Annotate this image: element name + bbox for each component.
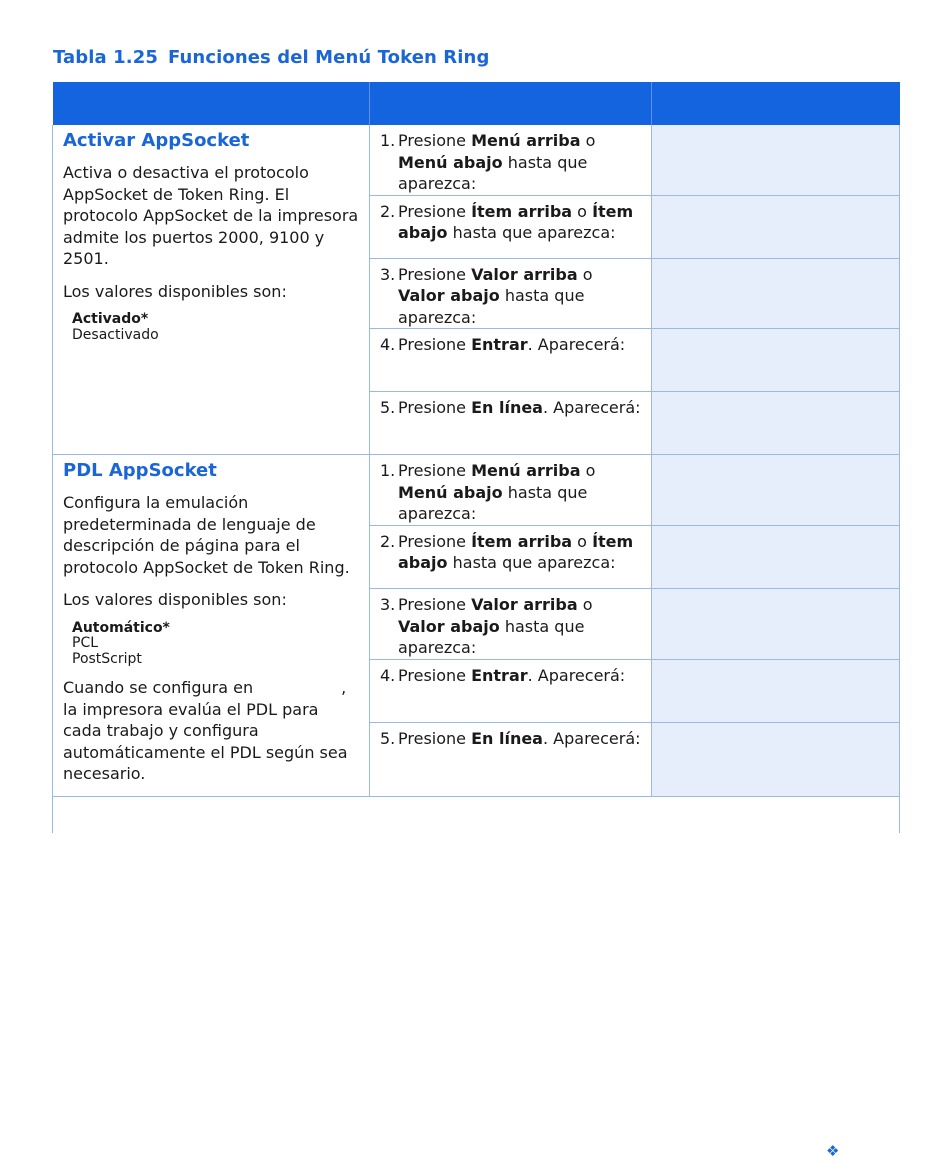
value-item: PostScript [72,650,142,667]
function-description-pdl [53,455,370,797]
display-cell [652,659,900,722]
value-item: PCL [72,635,99,651]
empty-cell [370,796,652,833]
description-text: Configura la emulación predeterminada de lenguaje de descripción de página para el protocolo AppSocket de Token Ring. [63,493,350,577]
value-item-default: Automático* [72,619,170,636]
step-text: Presione Entrar. Aparecerá: [398,335,626,354]
step-text: Presione Valor arriba o Valor abajo hasta que aparezca: [398,264,593,327]
step-text: Presione Ítem arriba o Ítem abajo hasta que aparezca: [398,201,634,242]
diamond-ornament-icon: ❖ [826,1142,840,1160]
step-5: 5. Presione En línea. Aparecerá: [370,723,652,796]
table-header-row [53,82,900,125]
table-row [53,125,900,195]
display-cell [652,455,900,526]
values-list [72,621,359,668]
values-intro: Los valores disponibles son: [63,590,287,609]
step-2: 2. Presione Ítem arriba o Ítem abajo hasta que aparezca: [370,195,652,258]
table-number: Tabla 1.25 [53,47,158,68]
step-2: 2. Presione Ítem arriba o Ítem abajo hasta que aparezca: [370,525,652,588]
value-item: Desactivado [72,326,159,343]
step-text: Presione Valor arriba o Valor abajo hasta que aparezca: [398,595,593,658]
empty-cell [53,796,370,833]
token-ring-functions-table [52,82,900,833]
step-text: Presione Ítem arriba o Ítem abajo hasta que aparezca: [398,531,634,573]
display-cell [652,392,900,455]
value-item-default: Activado* [72,311,149,327]
step-3: 3. Presione Valor arriba o Valor abajo hasta que aparezca: [370,589,652,660]
values-intro: Los valores disponibles son: [63,281,287,301]
step-4: 4. Presione Entrar. Aparecerá: [370,659,652,722]
function-title: Activar AppSocket [63,130,250,151]
display-cell [652,723,900,796]
step-text: Presione En línea. Aparecerá: [398,398,641,417]
table-caption [53,47,489,68]
function-description-activar [53,125,370,455]
display-cell [652,329,900,392]
step-4: 4. Presione Entrar. Aparecerá: [370,329,652,392]
note-text: Cuando se configura en , la impresora evalúa el PDL para cada trabajo y configura automáticamente el PDL según sea necesario. [63,678,348,783]
display-cell [652,525,900,588]
step-text: Presione Menú arriba o Menú abajo hasta que aparezca: [398,461,596,523]
step-text: Presione En línea. Aparecerá: [398,729,641,749]
step-5: 5. Presione En línea. Aparecerá: [370,392,652,455]
step-text: Presione Entrar. Aparecerá: [398,665,626,685]
description-text: Activa o desactiva el protocolo AppSocket de Token Ring. El protocolo AppSocket de la impresora admite los puertos 2000, 9100 y 2501. [63,163,359,268]
display-cell [652,589,900,660]
function-title: PDL AppSocket [63,460,217,481]
table-row [53,455,900,526]
table-row-empty [53,796,900,833]
display-cell [652,195,900,258]
display-cell [652,258,900,329]
values-list [72,312,359,343]
header-cell-3 [652,82,900,125]
table-title: Funciones del Menú Token Ring [167,47,490,68]
display-cell [652,125,900,195]
step-1 [370,125,652,195]
step-3: 3. Presione Valor arriba o Valor abajo hasta que aparezca: [370,258,652,329]
empty-cell [652,796,900,833]
step-text: Presione Menú arriba o Menú abajo hasta que aparezca: [398,131,596,193]
step-number: 1. [380,131,396,150]
header-cell-1 [53,82,370,125]
step-1: 1. Presione Menú arriba o Menú abajo hasta que aparezca: [370,455,652,526]
header-cell-2 [370,82,652,125]
